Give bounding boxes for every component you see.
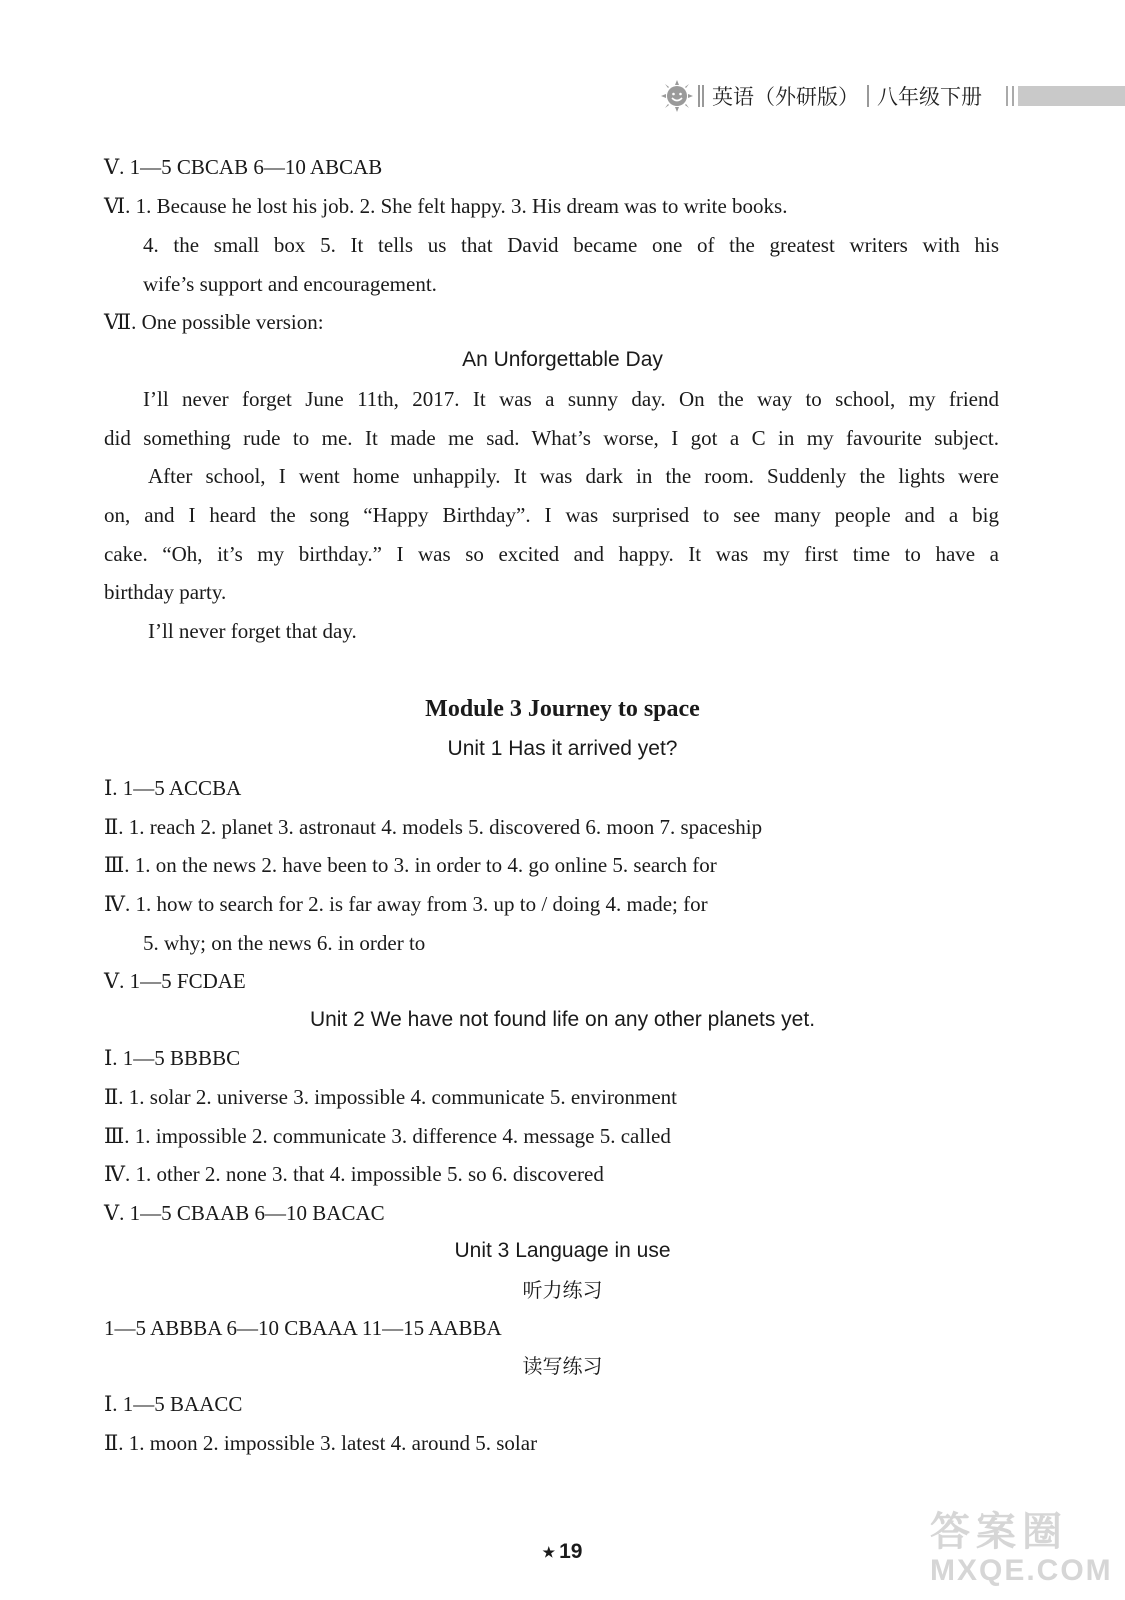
u1-answer-ii: Ⅱ. 1. reach 2. planet 3. astronaut 4. models 5. discovered 6. moon 7. spaceship <box>104 815 763 839</box>
star-icon: ★ <box>542 1543 556 1560</box>
header-divider-right <box>1006 86 1014 106</box>
essay-line-2: did something rude to me. It made me sad. What’s worse, I got a C in my favourite subject. <box>104 426 999 450</box>
essay-line-1: I’ll never forget June 11th, 2017. It was a sunny day. On the way to school, my friend <box>143 387 999 411</box>
answer-line-vi-2: 4. the small box 5. It tells us that David became one of the greatest writers with his <box>143 233 999 257</box>
essay-line-7: I’ll never forget that day. <box>148 619 357 643</box>
u1-answer-iii: Ⅲ. 1. on the news 2. have been to 3. in order to 4. go online 5. search for <box>104 853 717 877</box>
watermark-logo: 答案圈 <box>930 1510 1068 1554</box>
listening-heading: 听力练习 <box>522 1278 603 1302</box>
u2-answer-iv: Ⅳ. 1. other 2. none 3. that 4. impossible 5. so 6. discovered <box>104 1162 604 1186</box>
u1-answer-iv-1: Ⅳ. 1. how to search for 2. is far away from 3. up to / doing 4. made; for <box>104 892 708 916</box>
u3-answer-ii: Ⅱ. 1. moon 2. impossible 3. latest 4. around 5. solar <box>104 1431 538 1455</box>
essay-line-4: on, and I heard the song “Happy Birthday”. I was surprised to see many people and a big <box>104 503 999 527</box>
u1-answer-v: Ⅴ. 1—5 FCDAE <box>104 969 246 993</box>
answer-line-vi-3: wife’s support and encouragement. <box>143 272 437 296</box>
header-divider <box>698 85 704 107</box>
reading-writing-heading: 读写练习 <box>522 1354 603 1378</box>
essay-line-6: birthday party. <box>104 580 227 604</box>
module-title: Module 3 Journey to space <box>425 696 700 722</box>
header-grade: 八年级下册 <box>877 85 982 109</box>
header-subject: 英语（外研版） <box>712 85 859 109</box>
u1-answer-iv-2: 5. why; on the news 6. in order to <box>143 931 426 955</box>
essay-line-5: cake. “Oh, it’s my birthday.” I was so excited and happy. It was my first time to have a <box>104 542 999 566</box>
listening-answers: 1—5 ABBBA 6—10 CBAAA 11—15 AABBA <box>104 1316 502 1340</box>
header-band <box>1018 86 1125 106</box>
header-separator <box>867 85 869 107</box>
essay-title: An Unforgettable Day <box>462 348 663 371</box>
answer-line-vi-1: Ⅵ. 1. Because he lost his job. 2. She felt happy. 3. His dream was to write books. <box>104 194 788 218</box>
u3-answer-i: Ⅰ. 1—5 BAACC <box>104 1392 243 1416</box>
u2-answer-ii: Ⅱ. 1. solar 2. universe 3. impossible 4. communicate 5. environment <box>104 1085 677 1109</box>
unit-1-title: Unit 1 Has it arrived yet? <box>447 737 678 760</box>
u1-answer-i: Ⅰ. 1—5 ACCBA <box>104 776 242 800</box>
answer-line-vii: Ⅶ. One possible version: <box>104 310 324 334</box>
unit-3-title: Unit 3 Language in use <box>454 1239 671 1262</box>
u2-answer-i: Ⅰ. 1—5 BBBBC <box>104 1046 241 1070</box>
watermark-url: MXQE.COM <box>930 1554 1113 1587</box>
watermark <box>930 1510 1120 1595</box>
answer-line-v: Ⅴ. 1—5 CBCAB 6—10 ABCAB <box>104 155 383 179</box>
page-number: 19 <box>559 1540 583 1563</box>
page-header <box>660 76 982 116</box>
u2-answer-v: Ⅴ. 1—5 CBAAB 6—10 BACAC <box>104 1201 385 1225</box>
u2-answer-iii: Ⅲ. 1. impossible 2. communicate 3. difference 4. message 5. called <box>104 1124 671 1148</box>
unit-2-title: Unit 2 We have not found life on any other planets yet. <box>309 1008 816 1031</box>
smiling-sun-icon <box>660 79 694 113</box>
essay-line-3: After school, I went home unhappily. It was dark in the room. Suddenly the lights were <box>148 464 999 488</box>
